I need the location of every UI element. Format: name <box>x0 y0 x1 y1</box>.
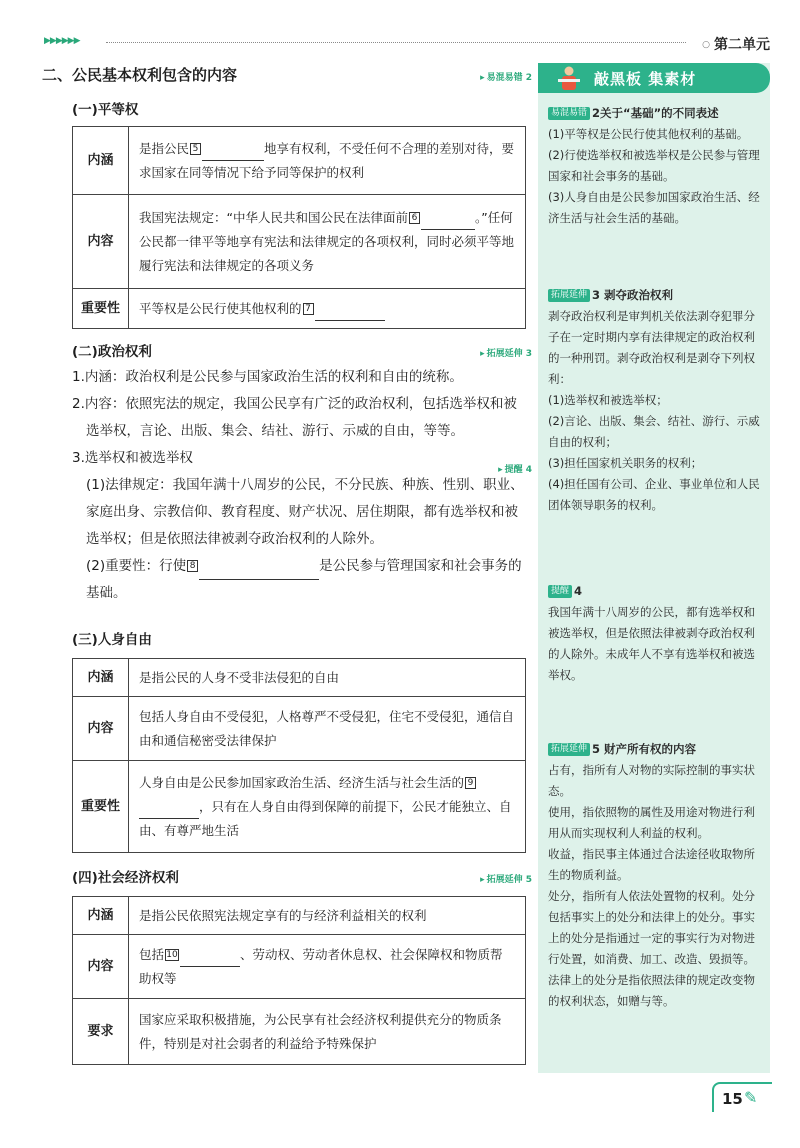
table-row <box>73 697 526 761</box>
row-value: 是指公民依照宪法规定享有的与经济利益相关的权利 <box>129 897 526 935</box>
economic-table <box>72 896 526 1065</box>
political-p5: (2)重要性：行使 8 是公民参与管理国家和社会事务的基础。 <box>86 558 522 601</box>
political-p4: (1)法律规定：我国年满十八周岁的公民，不分民族、种族、性别、职业、家庭出身、宗教信仰、教育程度、财产状况、居住期限，都有选举权和被选举权；但是依照法律被剥夺政治权利的人除外。 <box>86 477 524 547</box>
row-value: 包括 10 、劳动权、劳动者休息权、社会保障权和物质帮助权等 <box>129 935 526 999</box>
sidebar-title: 敲黑板 集素材 <box>594 70 697 88</box>
row-key: 内涵 <box>73 659 129 697</box>
table-row <box>73 935 526 999</box>
row-value: 是指公民 5 地享有权利，不受任何不合理的差别对待，要求国家在同等情况下给予同等保护的权利 <box>129 127 526 195</box>
fill-blank[interactable] <box>199 564 319 580</box>
freedom-table <box>72 658 526 853</box>
unit-label: ○ 第二单元 <box>702 34 770 54</box>
note-title: 5 财产所有权的内容 <box>592 742 697 756</box>
equality-title: (一)平等权 <box>72 102 139 118</box>
tag-extension-5: ▸ 拓展延伸 5 <box>480 872 532 885</box>
row-value: 人身自由是公民参加国家政治生活、经济生活与社会生活的 9，只有在人身自由得到保障的前提下，公民才能独立、自由、有尊严地生活 <box>129 761 526 853</box>
economic-title: (四)社会经济权利 <box>72 870 179 886</box>
fill-blank[interactable] <box>315 305 385 321</box>
blank-number: 7 <box>303 303 314 315</box>
row-key: 内容 <box>73 195 129 289</box>
row-key: 内容 <box>73 697 129 761</box>
note-title: 3 剥夺政治权利 <box>592 288 674 302</box>
table-row <box>73 761 526 853</box>
fill-blank[interactable] <box>421 214 475 230</box>
note-label: 拓展延伸 <box>548 743 590 756</box>
note-block-5 <box>548 739 766 1012</box>
blank-number: 10 <box>166 950 178 960</box>
table-row <box>73 195 526 289</box>
note-label: 易混易错 <box>548 107 590 120</box>
page-number: 15 <box>722 1090 743 1108</box>
header-rule <box>44 36 694 46</box>
row-value: 平等权是公民行使其他权利的 7 <box>129 289 526 329</box>
note-title: 2关于“基础”的不同表述 <box>592 106 719 120</box>
sidebar-header <box>538 63 770 93</box>
blank-number: 6 <box>409 212 420 224</box>
note-text: (1)平等权是公民行使其他权利的基础。 (2)行使选举权和被选举权是公民参与管理国家和社会事务的基础。 (3)人身自由是公民参加国家政治生活、经济生活与社会生活的基础。 <box>548 127 760 225</box>
fill-blank[interactable] <box>180 951 240 967</box>
note-block-4 <box>548 581 766 686</box>
note-text: 我国年满十八周岁的公民，都有选举权和被选举权，但是依照法律被剥夺政治权利的人除外。未成年人不享有选举权和被选举权。 <box>548 605 755 682</box>
fill-blank[interactable] <box>202 145 264 161</box>
blank-number: 9 <box>465 777 476 789</box>
row-key: 内容 <box>73 935 129 999</box>
sidebar-notes <box>538 63 770 1073</box>
note-block-3 <box>548 285 766 516</box>
blank-number: 5 <box>190 143 201 155</box>
tag-extension-3: ▸ 拓展延伸 3 <box>480 346 532 359</box>
row-key: 内涵 <box>73 127 129 195</box>
political-p3: 3.选举权和被选举权 <box>72 450 193 466</box>
table-row <box>73 127 526 195</box>
row-key: 要求 <box>73 999 129 1065</box>
section-title: 二、公民基本权利包含的内容 <box>42 66 238 84</box>
note-label: 拓展延伸 <box>548 289 590 302</box>
table-row <box>73 289 526 329</box>
teacher-figure-icon <box>558 65 580 91</box>
table-row <box>73 897 526 935</box>
table-row <box>73 659 526 697</box>
row-value: 包括人身自由不受侵犯，人格尊严不受侵犯，住宅不受侵犯，通信自由和通信秘密受法律保护 <box>129 697 526 761</box>
note-text: 占有，指所有人对物的实际控制的事实状态。 使用，指依照物的属性及用途对物进行利用从而实现权利人利益的权利。 收益，指民事主体通过合法途径收取物所生的物质利益。 处分，指所有人依法处置物的权利。处分包括事实上的处分和法律上的处分。事实上的处分是指通过一定的事实行为对物进行处置，如消费、加工、改造、毁损等。法律上的处分是指依照法律的规定改变物的权利状态，如赠与等。 <box>548 763 755 1008</box>
freedom-title: (三)人身自由 <box>72 632 152 648</box>
arrows-decoration-icon: ▶▶▶▶▶▶ <box>44 36 80 46</box>
political-title: (二)政治权利 <box>72 344 152 360</box>
row-key: 重要性 <box>73 289 129 329</box>
note-title: 4 <box>574 584 583 598</box>
row-value: 是指公民的人身不受非法侵犯的自由 <box>129 659 526 697</box>
fill-blank[interactable] <box>139 803 199 819</box>
row-key: 重要性 <box>73 761 129 853</box>
note-label: 提醒 <box>548 585 572 598</box>
political-content <box>72 364 530 607</box>
note-block-2 <box>548 103 766 229</box>
row-value: 国家应采取积极措施，为公民享有社会经济权利提供充分的物质条件，特别是对社会弱者的利益给予特殊保护 <box>129 999 526 1065</box>
equality-table <box>72 126 526 329</box>
table-row <box>73 999 526 1065</box>
political-p2: 2.内容：依照宪法的规定，我国公民享有广泛的政治权利，包括选举权和被选举权，言论、出版、集会、结社、游行、示威的自由，等等。 <box>72 396 517 439</box>
political-p1: 1.内涵：政治权利是公民参与国家政治生活的权利和自由的统称。 <box>72 369 463 385</box>
tag-confusion-2: ▸ 易混易错 2 <box>480 70 532 83</box>
row-value: 我国宪法规定：“中华人民共和国公民在法律面前 6 。”任何公民都一律平等地享有宪法和法律规定的各项权利，同时必须平等地履行宪法和法律规定的各项义务 <box>129 195 526 289</box>
page-number-badge <box>712 1082 778 1148</box>
tag-reminder-4: ▸ 提醒 4 <box>498 462 532 475</box>
row-key: 内涵 <box>73 897 129 935</box>
blank-number: 8 <box>187 560 198 572</box>
note-text: 剥夺政治权利是审判机关依法剥夺犯罪分子在一定时期内享有法律规定的政治权利的一种刑罚。剥夺政治权利是剥夺下列权利： (1)选举权和被选举权； (2)言论、出版、集会、结社、游行、示威自由的权利； (3)担任国家机关职务的权利； (4)担任国有公司、企业、事业单位和人民团体领导职务的权利。 <box>548 309 760 512</box>
pen-icon: ✎ <box>744 1088 758 1107</box>
